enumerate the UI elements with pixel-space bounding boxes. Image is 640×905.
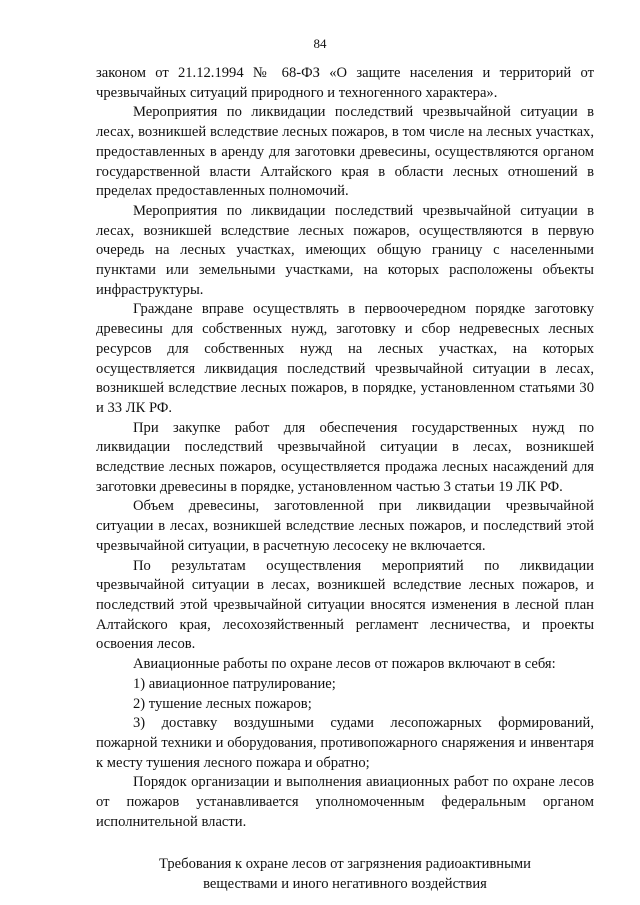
paragraph-law-reference: законом от 21.12.1994 № 68-ФЗ «О защите населения и территорий от чрезвычайных ситуаций природного и техногенного характера». xyxy=(96,65,594,101)
paragraph-procurement: При закупке работ для обеспечения государственных нужд по ликвидации последствий чрезвычайной ситуации в лесах, возникшей вследствие лесных пожаров, осуществляется продажа лесных насаждений для заготовки древесины в порядке, установленном частью 3 статьи 19 ЛК РФ. xyxy=(96,419,594,495)
paragraph-priority-areas: Мероприятия по ликвидации последствий чрезвычайной ситуации в лесах, возникшей вследствие лесных пожаров, осуществляются в первую очередь на лесных участках, имеющих общую границу с населенными пунктами или земельными участками, на которых расположены объекты инфраструктуры. xyxy=(96,202,594,298)
paragraph-timber-volume: Объем древесины, заготовленной при ликвидации чрезвычайной ситуации в лесах, возникшей вследствие лесных пожаров, и последствий этой чрезвычайной ситуации, в расчетную лесосеку не включается. xyxy=(96,498,594,554)
section-heading-line-1: Требования к охране лесов от загрязнения радиоактивными xyxy=(159,856,531,873)
section-heading xyxy=(96,855,594,894)
document-body xyxy=(96,64,594,895)
paragraph-plan-changes: По результатам осуществления мероприятий по ликвидации чрезвычайной ситуации в лесах, возникшей вследствие лесных пожаров, и последствий этой чрезвычайной ситуации вносятся изменения в лесной план Алтайского края, лесохозяйственный регламент лесничества, и проекты освоения лесов. xyxy=(96,557,594,653)
paragraph-liquidation-measures: Мероприятия по ликвидации последствий чрезвычайной ситуации в лесах, возникшей вследствие лесных пожаров, в том числе на лесных участках, предоставленных в аренду для заготовки древесины, осуществляются органом государственной власти Алтайского края в области лесных отношений в пределах предоставленных полномочий. xyxy=(96,104,594,200)
paragraph-aviation-intro: Авиационные работы по охране лесов от пожаров включают в себя: xyxy=(133,656,556,673)
paragraph-aviation-procedure: Порядок организации и выполнения авиационных работ по охране лесов от пожаров устанавливается уполномоченным федеральным органом исполнительной власти. xyxy=(96,774,594,830)
list-item-extinguishing: 2) тушение лесных пожаров; xyxy=(133,695,312,712)
list-item-delivery: 3) доставку воздушными судами лесопожарных формирований, пожарной техники и оборудования, противопожарного снаряжения и инвентаря к месту тушения лесного пожара и обратно; xyxy=(96,715,594,771)
list-item-patrol: 1) авиационное патрулирование; xyxy=(133,675,336,692)
paragraph-citizens-rights: Граждане вправе осуществлять в первоочередном порядке заготовку древесины для собственных нужд, заготовку и сбор недревесных лесных ресурсов для собственных нужд на лесных участках, на которых осуществляется ликвидация последствий чрезвычайной ситуации в лесах, возникшей вследствие лесных пожаров, в порядке, установленном статьями 30 и 33 ЛК РФ. xyxy=(96,301,594,416)
section-heading-line-2: веществами и иного негативного воздействия xyxy=(203,876,487,893)
page-number: 84 xyxy=(313,36,327,51)
